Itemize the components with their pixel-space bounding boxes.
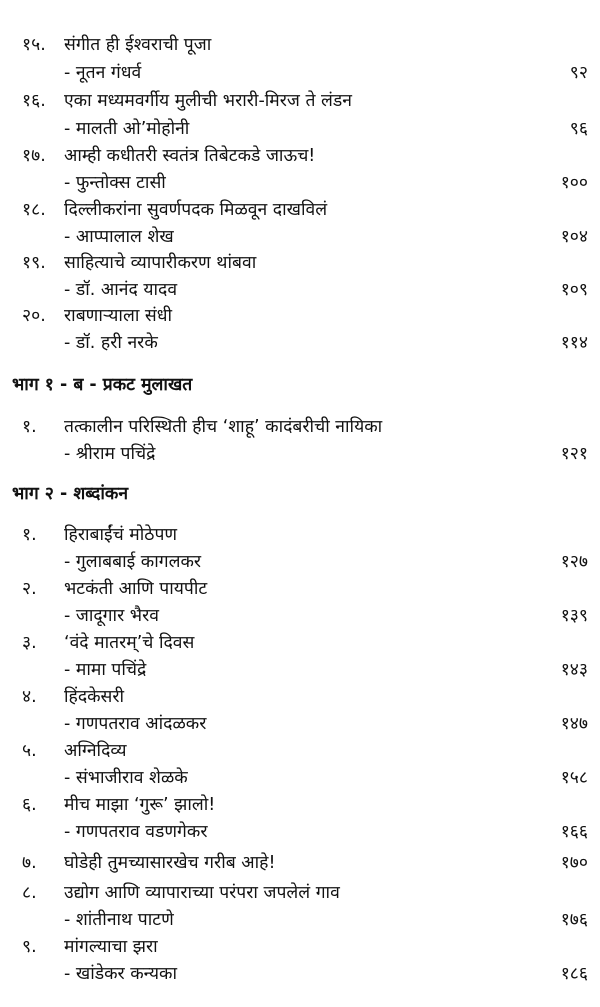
entry-author: - फुन्तोक्स टासी <box>64 173 166 193</box>
entry-number: १८. <box>22 200 46 220</box>
entry-author: - संभाजीराव शेळके <box>64 768 188 788</box>
entry-number: ७. <box>22 853 37 873</box>
entry-page-number: १३९ <box>560 606 588 626</box>
entry-page-number: १८६ <box>560 964 588 984</box>
entry-page-number: १७६ <box>560 910 588 930</box>
toc-entry-title <box>22 792 215 818</box>
entry-title: मांगल्याचा झरा <box>64 937 158 957</box>
toc-entry-title <box>22 522 177 548</box>
entry-author: - आप्पालाल शेख <box>64 227 174 247</box>
toc-entry-title <box>22 303 172 329</box>
entry-author: - गुलाबबाई कागलकर <box>64 552 202 572</box>
toc-entry-title <box>22 88 352 114</box>
toc-entry-title <box>22 738 127 764</box>
toc-entry-title <box>22 630 194 656</box>
entry-title: हिराबाईंचं मोठेपण <box>64 525 178 545</box>
entry-number: १. <box>22 525 37 545</box>
section-heading: भाग २ - शब्दांकन <box>12 484 129 504</box>
entry-page-number: १५८ <box>560 768 588 788</box>
entry-page-number: १७० <box>560 853 588 873</box>
entry-title: ‘वंदे मातरम्’चे दिवस <box>64 633 195 653</box>
entry-title: दिल्लीकरांना सुवर्णपदक मिळवून दाखविलं <box>64 200 328 220</box>
entry-title: साहित्याचे व्यापारीकरण थांबवा <box>64 253 257 273</box>
entry-number: २०. <box>22 306 46 326</box>
entry-author: - खांडेकर कन्यका <box>64 964 177 984</box>
entry-number: ५. <box>22 741 37 761</box>
entry-number: ६. <box>22 795 37 815</box>
toc-entry-title <box>22 250 256 276</box>
entry-page-number: १६६ <box>560 822 588 842</box>
entry-page-number: ११४ <box>560 333 588 353</box>
entry-number: १९. <box>22 253 46 273</box>
entry-author: - गणपतराव आंदळकर <box>64 714 207 734</box>
entry-page-number: १४७ <box>560 714 588 734</box>
toc-entry-title <box>22 576 207 602</box>
entry-author: - श्रीराम पचिंद्रे <box>64 444 156 464</box>
entry-page-number: १२७ <box>560 552 588 572</box>
entry-title: आम्ही कधीतरी स्वतंत्र तिबेटकडे जाऊच! <box>64 146 316 166</box>
entry-page-number: १२१ <box>560 444 588 464</box>
toc-entry-title <box>22 32 211 58</box>
entry-title: भटकंती आणि पायपीट <box>64 579 208 599</box>
toc-entry-title <box>22 684 124 710</box>
toc-entry-title <box>22 197 327 223</box>
entry-number: १६. <box>22 91 46 111</box>
entry-author: - शांतीनाथ पाटणे <box>64 910 174 930</box>
entry-page-number: ९६ <box>569 119 588 139</box>
entry-author: - मालती ओ’मोहोनी <box>64 119 190 139</box>
toc-entry-title <box>22 414 382 440</box>
entry-author: - मामा पचिंद्रे <box>64 660 147 680</box>
entry-title: मीच माझा ‘गुरू’ झालो! <box>64 795 216 815</box>
entry-number: ९. <box>22 937 37 957</box>
entry-number: १. <box>22 417 37 437</box>
entry-page-number: १०० <box>560 173 588 193</box>
entry-title: हिंदकेसरी <box>64 687 125 707</box>
toc-entry-title <box>22 850 275 876</box>
entry-title: अग्निदिव्य <box>64 741 127 761</box>
entry-page-number: १०९ <box>560 280 588 300</box>
entry-page-number: १०४ <box>560 227 588 247</box>
toc-entry-title <box>22 934 158 960</box>
entry-author: - डॉ. हरी नरके <box>64 333 158 353</box>
entry-number: ८. <box>22 883 37 903</box>
toc-entry-title <box>22 143 315 169</box>
entry-page-number: १४३ <box>560 660 588 680</box>
entry-title: संगीत ही ईश्वराची पूजा <box>64 35 212 55</box>
entry-author: - डॉ. आनंद यादव <box>64 280 178 300</box>
entry-title: घोडेही तुमच्यासारखेच गरीब आहे! <box>64 853 276 873</box>
entry-title: उद्योग आणि व्यापाराच्या परंपरा जपलेलं गाव <box>64 883 340 903</box>
entry-number: १७. <box>22 146 46 166</box>
entry-number: २. <box>22 579 37 599</box>
entry-page-number: ९२ <box>569 63 588 83</box>
entry-author: - गणपतराव वडणगेकर <box>64 822 208 842</box>
entry-number: ३. <box>22 633 37 653</box>
toc-entry-title <box>22 880 340 906</box>
entry-number: ४. <box>22 687 37 707</box>
entry-title: राबणाऱ्याला संधी <box>64 306 173 326</box>
entry-title: तत्कालीन परिस्थिती हीच ‘शाहू’ कादंबरीची नायिका <box>64 417 383 437</box>
entry-title: एका मध्यमवर्गीय मुलीची भरारी-मिरज ते लंडन <box>64 91 352 111</box>
section-heading: भाग १ - ब - प्रकट मुलाखत <box>12 375 193 395</box>
entry-author: - नूतन गंधर्व <box>64 63 142 83</box>
entry-author: - जादूगार भैरव <box>64 606 159 626</box>
entry-number: १५. <box>22 35 46 55</box>
